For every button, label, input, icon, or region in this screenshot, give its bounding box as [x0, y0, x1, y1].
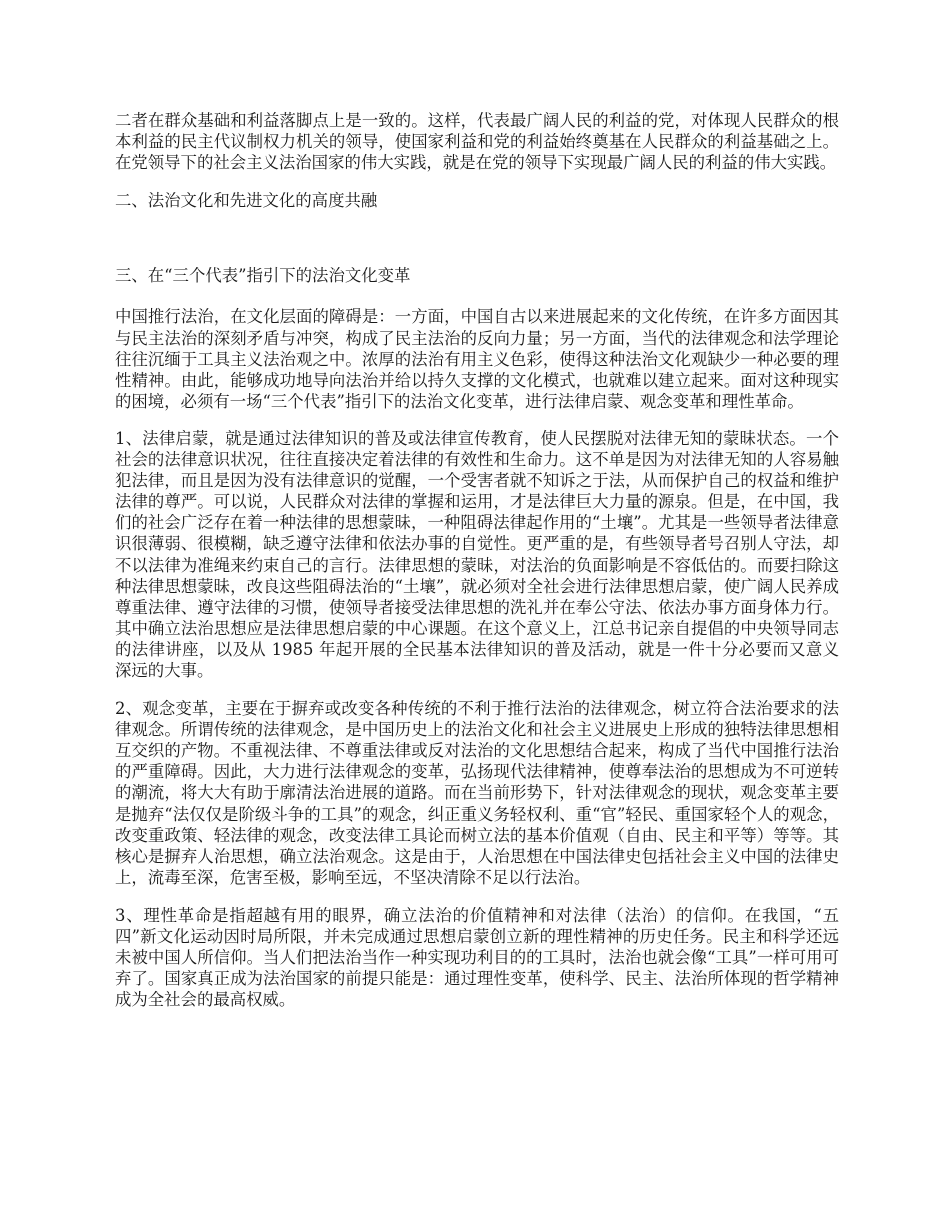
section-heading-2: 二、法治文化和先进文化的高度共融 — [115, 191, 378, 211]
paragraph-concept-reform: 2、观念变革，主要在于摒弃或改变各种传统的不利于推行法治的法律观念，树立符合法治要求的法律观念。所谓传统的法律观念，是中国历史上的法治文化和社会主义进展史上形成的独特法律思想相互交织的产物。不重视法律、不尊重法律或反对法治的文化思想结合起来，构成了当代中国推行法治的严重障碍。因此，大力进行法律观念的变革，弘扬现代法律精神，使尊奉法治的思想成为不可逆转的潮流，将大大有助于廓清法治进展的道路。而在当前形势下，针对法律观念的现状，观念变革主要是抛弃“法仅仅是阶级斗争的工具”的观念，纠正重义务轻权利、重“官”轻民、重国家轻个人的观念，改变重政策、轻法律的观念，改变法律工具论而树立法的基本价值观（自由、民主和平等）等等。其核心是摒弃人治思想，确立法治观念。这是由于，人治思想在中国法律史包括社会主义中国的法律史上，流毒至深，危害至极，影响至远，不坚决清除不足以行法治。 — [115, 699, 839, 887]
paragraph-party-leadership: 二者在群众基础和利益落脚点上是一致的。这样，代表最广阔人民的利益的党，对体现人民群众的根本利益的民主代议制权力机关的领导，使国家利益和党的利益始终奠基在人民群众的利益基础之上。在党领导下的社会主义法治国家的伟大实践，就是在党的领导下实现最广阔人民的利益的伟大实践。 — [115, 111, 839, 173]
paragraph-rational-revolution: 3、理性革命是指超越有用的眼界，确立法治的价值精神和对法律（法治）的信仰。在我国，“五四”新文化运动因时局所限，并未完成通过思想启蒙创立新的理性精神的历史任务。民主和科学还远未被中国人所信仰。当人们把法治当作一种实现功利目的的工具时，法治也就会像“工具”一样可用可弃了。国家真正成为法治国家的前提只能是：通过理性变革，使科学、民主、法治所体现的哲学精神成为全社会的最高权威。 — [115, 905, 839, 1010]
paragraph-cultural-obstacles: 中国推行法治，在文化层面的障碍是：一方面，中国自古以来进展起来的文化传统，在许多方面因其与民主法治的深刻矛盾与冲突，构成了民主法治的反向力量；另一方面，当代的法律观念和法学理论往往沉缅于工具主义法治观之中。浓厚的法治有用主义色彩，使得这种法治文化观缺少一种必要的理性精神。由此，能够成功地导向法治并给以持久支撑的文化模式，也就难以建立起来。面对这种现实的困境，必须有一场“三个代表”指引下的法治文化变革，进行法律启蒙、观念变革和理性革命。 — [115, 307, 839, 411]
paragraph-legal-enlightenment: 1、法律启蒙，就是通过法律知识的普及或法律宣传教育，使人民摆脱对法律无知的蒙昧状态。一个社会的法律意识状况，往往直接决定着法律的有效性和生命力。这不单是因为对法律无知的人容易触犯法律，而且是因为没有法律意识的觉醒，一个受害者就不知诉之于法，从而保护自己的权益和维护法律的尊严。可以说，人民群众对法律的掌握和运用，才是法律巨大力量的源泉。但是，在中国，我们的社会广泛存在着一种法律的思想蒙昧，一种阻碍法律起作用的“土壤”。尤其是一些领导者法律意识很薄弱、很模糊，缺乏遵守法律和依法办事的自觉性。更严重的是，有些领导者号召别人守法，却不以法律为准绳来约束自己的言行。法律思想的蒙昧，对法治的负面影响是不容低估的。而要扫除这种法律思想蒙昧，改良这些阻碍法治的“土壤”，就必须对全社会进行法律思想启蒙，使广阔人民养成尊重法律、遵守法律的习惯，使领导者接受法律思想的洗礼并在奉公守法、依法办事方面身体力行。其中确立法治思想应是法律思想启蒙的中心课题。在这个意义上，江总书记亲自提倡的中央领导同志的法律讲座，以及从 1985 年起开展的全民基本法律知识的普及活动，就是一件十分必要而又意义深远的大事。 — [115, 428, 839, 680]
document-page — [115, 110, 839, 1010]
section-heading-3: 三、在“三个代表”指引下的法治文化变革 — [115, 266, 411, 286]
